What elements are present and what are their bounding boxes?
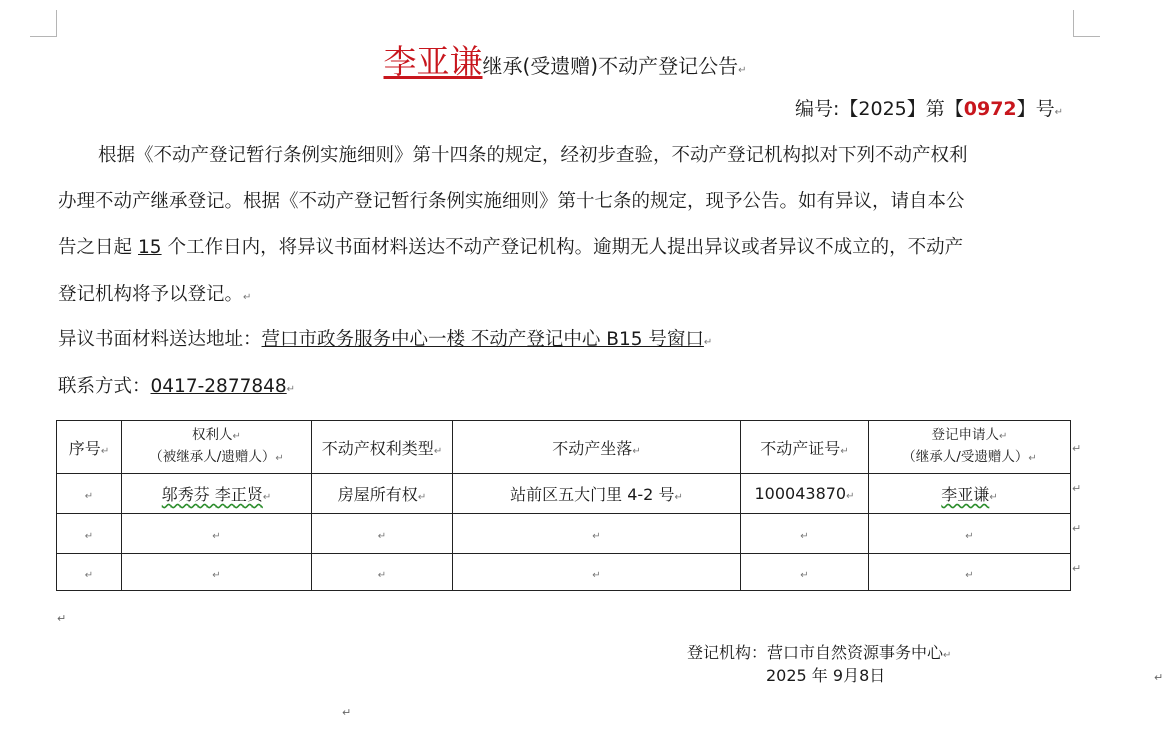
- cell-holder: 邬秀芬 李正贤↵: [122, 474, 312, 514]
- cell-applicant: ↵: [869, 554, 1071, 591]
- header-cert-number: 不动产证号↵: [741, 421, 869, 474]
- cell-cert-number: ↵: [741, 554, 869, 591]
- paragraph-mark: ↵: [286, 384, 296, 395]
- header-seq: 序号↵: [57, 421, 122, 474]
- header-right-type: 不动产权利类型↵: [312, 421, 453, 474]
- cell-right-type: 房屋所有权↵: [312, 474, 453, 514]
- row-end-mark: ↵: [1072, 482, 1082, 495]
- cell-cert-number: ↵: [741, 514, 869, 554]
- body-text: 告之日起: [58, 237, 133, 258]
- body-line-4: [58, 280, 1076, 306]
- cell-location: ↵: [453, 514, 741, 554]
- cell-seq: ↵: [57, 554, 122, 591]
- cell-applicant: 李亚谦↵: [869, 474, 1071, 514]
- cell-holder: ↵: [122, 554, 312, 591]
- announcement-title: [0, 36, 1130, 83]
- contact-line: [58, 372, 1076, 398]
- announcement-number: [795, 94, 1063, 121]
- contact-label: 联系方式：: [58, 376, 151, 397]
- address-value: 营口市政务服务中心一楼 不动产登记中心 B15 号窗口: [261, 329, 704, 350]
- registration-authority: 登记机构：营口市自然资源事务中心↵: [687, 643, 952, 662]
- paragraph-mark: ↵: [342, 706, 352, 719]
- title-text: 继承(受遗赠)不动产登记公告: [482, 54, 739, 78]
- address-label: 异议书面材料送达地址：: [58, 329, 262, 350]
- paragraph-mark: ↵: [57, 612, 67, 625]
- body-text: 根据《不动产登记暂行条例实施细则》第十四条的规定，经初步查验，不动产登记机构拟对下列不动产权利: [98, 145, 968, 166]
- row-end-mark: ↵: [1072, 442, 1082, 455]
- contact-value: 0417-2877848: [150, 376, 287, 397]
- number-prefix: 编号:【2025】第【: [795, 98, 964, 120]
- announcement-date: 2025 年 9月8日: [766, 666, 886, 685]
- page-corner-mark-right: [1073, 10, 1100, 37]
- cell-location: 站前区五大门里 4-2 号↵: [453, 474, 741, 514]
- body-line-1: [58, 141, 1116, 167]
- body-text: 个工作日内，将异议书面材料送达不动产登记机构。逾期无人提出异议或者异议不成立的，不动产: [167, 237, 964, 258]
- paragraph-mark: ↵: [703, 337, 713, 348]
- number-value: 0972: [963, 98, 1017, 120]
- header-location: 不动产坐落↵: [453, 421, 741, 474]
- cell-right-type: ↵: [312, 554, 453, 591]
- paragraph-mark: ↵: [1154, 671, 1163, 684]
- page-corner-mark-left: [30, 10, 57, 37]
- paragraph-mark: ↵: [1054, 107, 1064, 118]
- header-applicant: 登记申请人↵ （继承人/受遗赠人）↵: [869, 421, 1071, 474]
- days-value: 15: [138, 237, 162, 258]
- body-line-3: [58, 233, 1076, 259]
- header-holder: 权利人↵ （被继承人/遗赠人）↵: [122, 421, 312, 474]
- cell-seq: ↵: [57, 514, 122, 554]
- registration-table: [56, 420, 1071, 591]
- paragraph-mark: ↵: [243, 292, 252, 303]
- cell-location: ↵: [453, 554, 741, 591]
- table-row: [57, 474, 1071, 514]
- body-text: 登记机构将予以登记。: [58, 284, 244, 305]
- table-row: [57, 514, 1071, 554]
- title-name: 李亚谦: [383, 42, 483, 81]
- number-suffix: 】号: [1016, 98, 1055, 120]
- paragraph-mark: ↵: [738, 65, 747, 76]
- cell-cert-number: 100043870↵: [741, 474, 869, 514]
- cell-right-type: ↵: [312, 514, 453, 554]
- cell-applicant: ↵: [869, 514, 1071, 554]
- row-end-mark: ↵: [1072, 522, 1082, 535]
- body-text: 办理不动产继承登记。根据《不动产登记暂行条例实施细则》第十七条的规定，现予公告。如有异议，请自本公: [58, 191, 965, 212]
- table-header-row: [57, 421, 1071, 474]
- cell-seq: ↵: [57, 474, 122, 514]
- address-line: [58, 325, 1076, 351]
- table-row: [57, 554, 1071, 591]
- row-end-mark: ↵: [1072, 562, 1082, 575]
- body-line-2: [58, 187, 1076, 213]
- cell-holder: ↵: [122, 514, 312, 554]
